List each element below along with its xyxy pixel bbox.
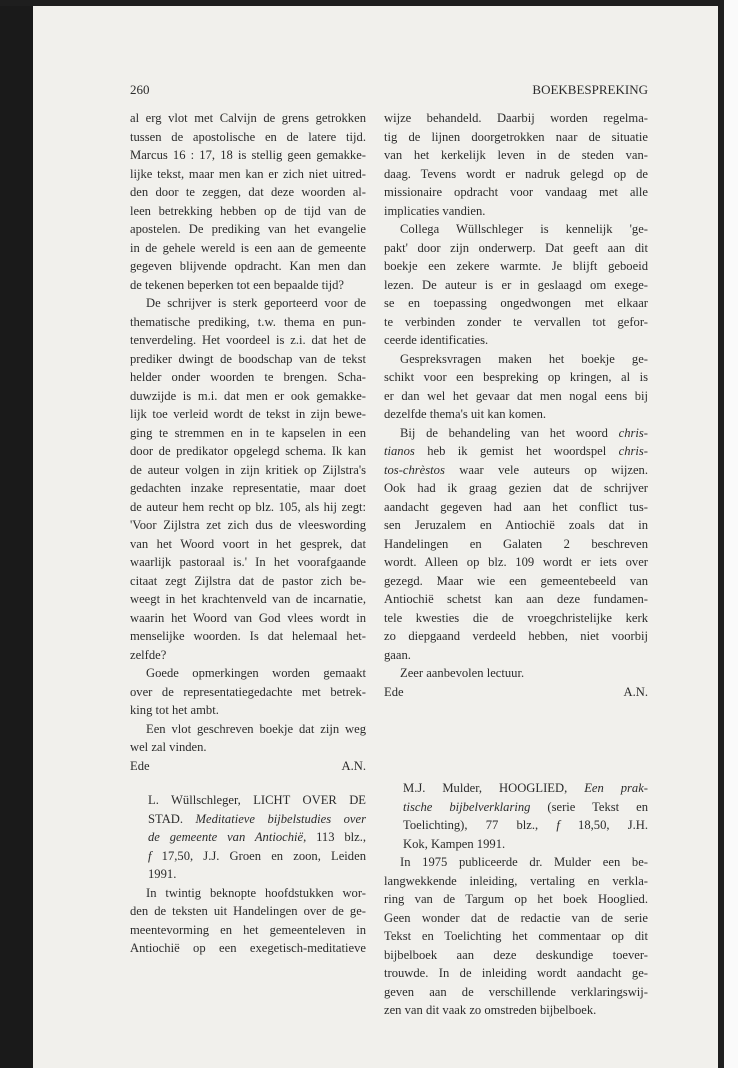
text-line: waarin het Woord van God vlees wordt in [130, 610, 366, 625]
text-line: den de teksten uit Handelingen over de ge- [130, 904, 366, 918]
text-line [403, 798, 648, 817]
signature-initials: A.N. [341, 758, 366, 773]
text-line: meentevorming en het gemeenteleven in [130, 922, 366, 937]
text-line [384, 202, 648, 221]
text-line: citaat zegt Zijlstra dat de pastor zich be- [130, 573, 366, 588]
text-segment: ceerde identificaties. [384, 333, 489, 347]
text-line [384, 627, 648, 646]
text-segment: Ook had ik graag gezien dat de schrijver [384, 481, 648, 495]
text-line [384, 109, 648, 128]
text-line: prediker dwingt de boodschap van de tekst [130, 351, 366, 366]
text-line: in de gehele wereld is een aan de gemeente [130, 240, 366, 255]
text-segment: van het kerkelijk leven in de steden van- [384, 148, 648, 162]
text-line: menselijke woorden. Is dat helemaal het- [130, 629, 366, 643]
text-line [384, 331, 648, 350]
text-line: leen betrekking hebben op de tijd van de [130, 203, 366, 218]
text-line [384, 128, 648, 147]
text-line: over de representatiegedachte met betrek- [130, 684, 366, 699]
text-line [384, 146, 648, 165]
text-line [384, 572, 648, 591]
text-segment: L. Wüllschleger, LICHT OVER DE [148, 793, 366, 807]
text-line: van het Woord voort in het gesprek, dat [130, 536, 366, 551]
text-segment: heb ik gemist het woordspel [414, 444, 619, 458]
text-line: gedachten inzake representatie, maar doet [130, 481, 366, 495]
text-line [148, 865, 366, 884]
text-segment: STAD. [148, 811, 196, 826]
text-line: Een vlot geschreven boekje dat zijn weg [146, 721, 366, 736]
text-segment: implicaties vandien. [384, 203, 486, 218]
text-line [384, 461, 648, 480]
text-segment: zo diepgaand verdeeld hebben, niet voorbij [384, 629, 648, 643]
italic-text: chris- [618, 425, 648, 440]
review-text [384, 853, 648, 1020]
text-line [384, 257, 648, 276]
scan-margin [724, 0, 738, 1068]
italic-text: Een prak- [584, 781, 648, 795]
scan-border-left [0, 0, 33, 1068]
italic-text: tos-chrèstos [384, 462, 445, 477]
text-segment: Kok, Kampen 1991. [403, 836, 506, 851]
text-line: door de predikator opgelegd schema. Ik kan [130, 444, 366, 458]
text-line: trouwde. In de inleiding wordt aandacht ge- [384, 966, 648, 980]
text-segment: daag. Tevens wordt er nadruk gelegd op de [384, 166, 648, 181]
review-3-citation [403, 779, 648, 853]
scan-border-right [718, 0, 724, 1068]
text-line [148, 847, 366, 866]
text-line [384, 516, 648, 535]
text-segment: te verbinden zonder te vervallen tot gefor- [384, 314, 648, 329]
text-line [384, 646, 648, 665]
signature-place: Ede [130, 758, 150, 773]
text-segment: sen Jeruzalem en Antiochië zoals dat in [384, 518, 648, 532]
text-line: de auteur hem recht op blz. 105, als hij zegt: [130, 499, 366, 514]
text-line: geven aan de verschillende verklaringswij- [384, 984, 648, 999]
text-line: ring van de Targum op het boek Hooglied. [384, 892, 648, 906]
text-line: lijke tekst, maar men kan er zich niet uitred- [130, 166, 366, 181]
text-line [148, 810, 366, 829]
text-segment: tig de lijnen doorgetrokken naar de situatie [384, 129, 648, 144]
text-line [384, 165, 648, 184]
text-segment: M.J. Mulder, HOOGLIED, [403, 781, 585, 795]
text-segment: lezen. De auteur is er in geslaagd om exege- [384, 277, 648, 292]
text-segment: (serie Tekst en [530, 799, 648, 814]
text-line [384, 609, 648, 628]
text-line [384, 294, 648, 313]
text-line [384, 220, 648, 239]
text-line: Tekst en Toelichting het commentaar op dit [384, 929, 648, 943]
text-line [384, 590, 648, 609]
text-segment: dezelfde thema's uit kan komen. [384, 407, 547, 421]
text-line: waarlijk pastoraal is.' In het voorafgaande [130, 555, 366, 569]
text-line: In twintig beknopte hoofdstukken wor- [146, 885, 366, 900]
review-2-body [130, 884, 366, 958]
text-segment: er dan wel het gevaar dat men nogal eens bij [384, 388, 648, 403]
text-line: thematische prediking, t.w. thema en pun- [130, 314, 366, 329]
text-line: den door te zeggen, dat deze woorden al- [130, 185, 366, 199]
review-text [384, 109, 648, 683]
text-line: Goede opmerkingen worden gemaakt [146, 666, 366, 680]
text-line: weegt in het krachtenveld van de incarnatie, [130, 592, 366, 606]
text-line [403, 835, 648, 854]
text-line [384, 239, 648, 258]
scan-border-top [0, 0, 724, 6]
text-line: king tot het ambt. [130, 703, 219, 717]
text-line: De schrijver is sterk geporteerd voor de [146, 296, 366, 310]
text-line: de auteur volgen in zijn kritiek op Zijlstra's [130, 462, 366, 477]
italic-text: Meditatieve bijbelstudies over [195, 811, 366, 826]
text-segment: gaan. [384, 647, 411, 662]
review-text [130, 884, 366, 958]
italic-text: de gemeente van Antiochië [148, 830, 304, 844]
text-line: langwekkende inleiding, vertaling en verkla- [384, 873, 648, 888]
text-line [384, 313, 648, 332]
text-segment: wordt. Alleen op blz. 109 wordt er iets over [384, 555, 648, 569]
text-line [148, 791, 366, 810]
text-segment: , 113 blz., [303, 830, 366, 844]
italic-text: f [556, 818, 560, 832]
text-line [384, 442, 648, 461]
text-segment: 1991. [148, 867, 177, 881]
text-line: zen van dit vaak zo omstreden bijbelboek. [384, 1003, 597, 1017]
review-3-body [384, 853, 648, 1020]
text-line [384, 479, 648, 498]
text-line [384, 664, 648, 683]
review-text [130, 109, 366, 757]
text-line: wel zal vinden. [130, 740, 207, 754]
text-line [384, 350, 648, 369]
text-line: ging te stremmen en in te kapselen in een [130, 425, 366, 440]
text-segment: waar vele auteurs op wijzen. [444, 462, 648, 477]
text-line: gegeven blijvende opdracht. Kan men dan [130, 259, 366, 273]
text-segment: Gespreksvragen maken het boekje ge- [400, 351, 648, 366]
text-line: zelfde? [130, 647, 167, 662]
text-segment: Bij de behandeling van het woord [400, 425, 619, 440]
right-column-review-2-cont [384, 109, 648, 701]
text-line: Antiochië op een exegetisch-meditatieve [130, 941, 366, 955]
italic-text: tianos [384, 444, 415, 458]
text-line [384, 183, 648, 202]
page-number: 260 [130, 82, 150, 97]
text-line [384, 535, 648, 554]
text-line: apostelen. De prediking van het evangelie [130, 222, 366, 236]
text-segment: missionaire opdracht voor vandaag met alle [384, 185, 648, 199]
text-line [384, 405, 648, 424]
text-line [148, 828, 366, 847]
signature-place: Ede [384, 684, 404, 699]
citation-text [148, 791, 366, 884]
italic-text: f [148, 848, 152, 863]
text-line: al erg vlot met Calvijn de grens getrokken [130, 111, 366, 125]
text-line: Marcus 16 : 17, 18 is stellig geen gemakke- [130, 148, 366, 162]
text-segment: 17,50, J.J. Groen en zoon, Leiden [151, 848, 366, 863]
text-line: In 1975 publiceerde dr. Mulder een be- [400, 855, 648, 869]
text-line: de tekenen beperken tot een bepaalde tijd? [130, 277, 344, 292]
text-line: helder onder woorden te brengen. Scha- [130, 370, 366, 384]
text-segment: se en toepassing ongedwongen met elkaar [384, 296, 648, 310]
text-line [384, 387, 648, 406]
review-2-citation [148, 791, 366, 884]
text-segment: boekje een zekere warmte. Je blijft geboeid [384, 259, 648, 273]
text-segment: Toelichting), 77 blz., [403, 818, 557, 832]
signature-initials: A.N. [623, 684, 648, 699]
text-segment: aandacht gegeven had aan het conflict tus- [384, 499, 648, 514]
signature [130, 757, 366, 776]
text-line [403, 816, 648, 835]
italic-text: chris- [618, 444, 648, 458]
text-segment: schikt voor een bespreking op kringen, al is [384, 370, 648, 384]
text-segment: tele kwesties die de vroegchristelijke kerk [384, 610, 648, 625]
text-line [384, 553, 648, 572]
text-segment: Antiochië schetst kan aan deze fundamen- [384, 592, 648, 606]
text-segment: pakt' door zijn onderwerp. Dat geeft aan dit [384, 240, 648, 255]
running-header: BOEKBESPREKING [532, 82, 648, 97]
text-segment: gezegd. Maar wie een gemeentebeeld van [384, 573, 648, 588]
citation-text [403, 779, 648, 853]
italic-text: tische bijbelverklaring [403, 799, 531, 814]
text-segment: Zeer aanbevolen lectuur. [400, 666, 525, 680]
text-segment: 18,50, J.H. [559, 818, 648, 832]
text-line: bijbelboek aan deze deskundige toever- [384, 947, 648, 962]
text-line [384, 368, 648, 387]
text-segment: Handelingen en Galaten 2 beschreven [384, 536, 648, 551]
text-line: tussen de apostolische en de latere tijd. [130, 129, 366, 144]
signature [384, 683, 648, 702]
text-line: Geen wonder dat de redactie van de serie [384, 910, 648, 925]
text-segment: Collega Wüllschleger is kennelijk 'ge- [400, 222, 648, 236]
text-line: 'Voor Zijlstra zet zich dus de vleeswording [130, 518, 366, 532]
text-line [384, 424, 648, 443]
text-line: lijk toe verleid wordt de tekst in zijn bewe- [130, 407, 366, 421]
text-line [403, 779, 648, 798]
text-segment: wijze behandeld. Daarbij worden regelma- [384, 111, 648, 125]
left-column-review-1 [130, 109, 366, 775]
text-line [384, 498, 648, 517]
text-line: tenverdeling. Het voordeel is z.i. dat het de [130, 333, 366, 347]
text-line: duwzijde is m.i. dat men er ook gemakke- [130, 388, 366, 403]
text-line [384, 276, 648, 295]
